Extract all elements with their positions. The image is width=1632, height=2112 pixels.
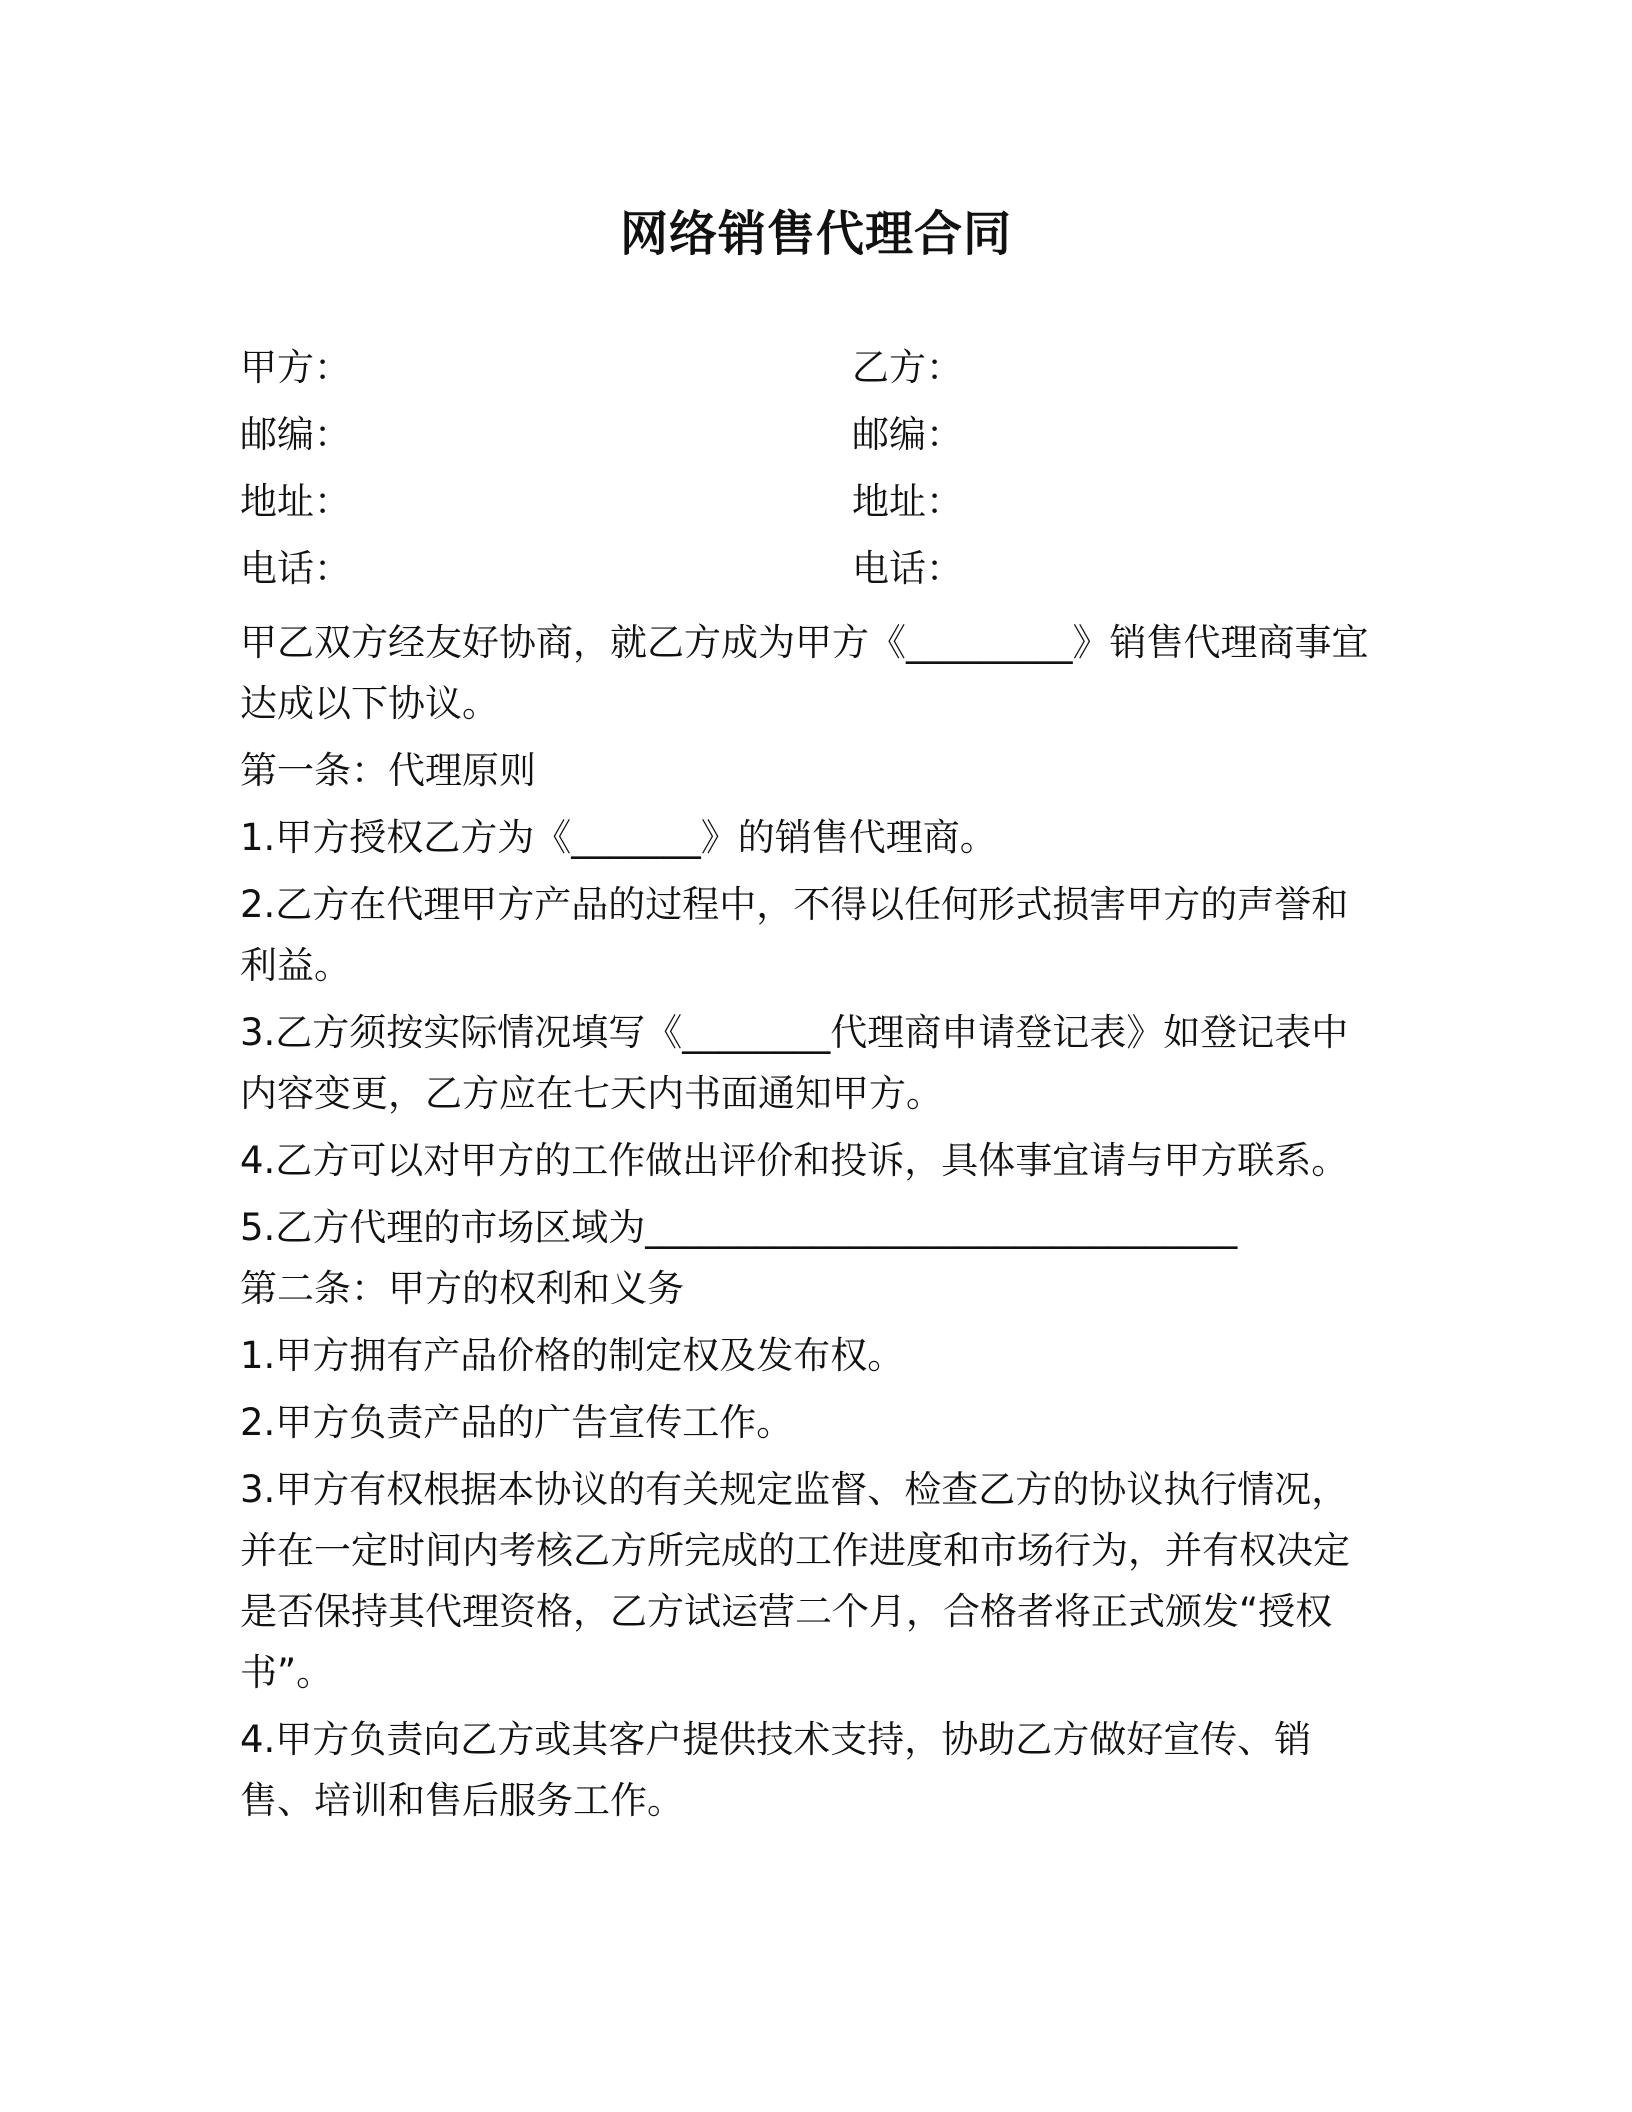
party-a-postcode-label: 邮编：: [240, 413, 351, 456]
contract-body: [240, 612, 1380, 1837]
section-heading-1: 第一条：代理原则: [240, 749, 536, 792]
clause-2-2: 2.甲方负责产品的广告宣传工作。: [240, 1401, 794, 1444]
clause-2-1: 1.甲方拥有产品价格的制定权及发布权。: [240, 1334, 905, 1377]
party-a-name-label: 甲方：: [240, 346, 351, 389]
party-b-name-label: 乙方：: [852, 346, 963, 389]
party-a-phone-label: 电话：: [240, 547, 351, 590]
clause-1-1: 1.甲方授权乙方为《_______》的销售代理商。: [240, 816, 997, 859]
clause-2-4: 4.甲方负责向乙方或其客户提供技术支持，协助乙方做好宣传、销售、培训和售后服务工作。: [240, 1718, 1312, 1822]
document-title: 网络销售代理合同: [619, 206, 1012, 262]
clause-1-2: 2.乙方在代理甲方产品的过程中，不得以任何形式损害甲方的声誉和利益。: [240, 883, 1349, 987]
party-row-address: [240, 476, 1370, 543]
party-row-name: [240, 342, 1370, 409]
clause-2-3: 3.甲方有权根据本协议的有关规定监督、检查乙方的协议执行情况，并在一定时间内考核乙方所完成的工作进度和市场行为，并有权决定是否保持其代理资格，乙方试运营二个月，合格者将正式颁发“授权书”。: [240, 1468, 1350, 1694]
clause-1-3: 3.乙方须按实际情况填写《________代理商申请登记表》如登记表中内容变更，乙方应在七天内书面通知甲方。: [240, 1011, 1349, 1115]
clause-1-4: 4.乙方可以对甲方的工作做出评价和投诉，具体事宜请与甲方联系。: [240, 1139, 1349, 1182]
party-a-address-label: 地址：: [240, 480, 351, 523]
intro-paragraph: 甲乙双方经友好协商，就乙方成为甲方《_________》销售代理商事宜达成以下协议。: [240, 621, 1369, 725]
section-heading-2: 第二条：甲方的权利和义务: [240, 1267, 684, 1310]
party-b-postcode-label: 邮编：: [852, 413, 963, 456]
party-b-phone-label: 电话：: [852, 547, 963, 590]
party-row-phone: [240, 543, 1370, 610]
party-info-grid: [240, 342, 1370, 610]
party-b-address-label: 地址：: [852, 480, 963, 523]
clause-1-5: 5.乙方代理的市场区域为________________________________: [240, 1206, 1238, 1249]
party-row-postcode: [240, 409, 1370, 476]
